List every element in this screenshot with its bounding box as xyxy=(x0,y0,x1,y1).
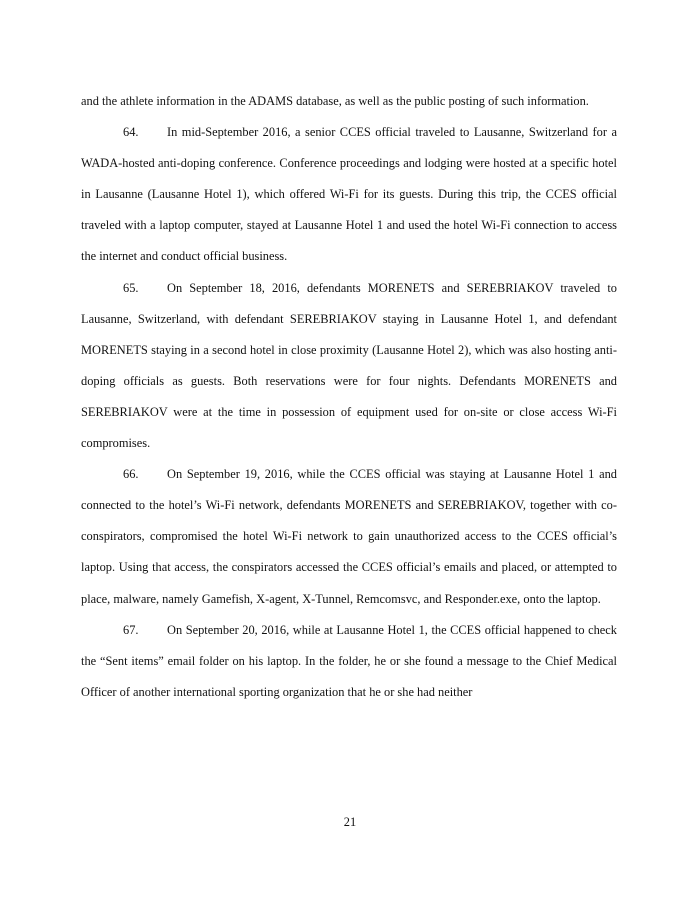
paragraph-continuation xyxy=(81,86,617,117)
paragraph-text: and the athlete information in the ADAMS database, as well as the public posting of such information. xyxy=(81,94,589,108)
paragraph-text: In mid-September 2016, a senior CCES official traveled to Lausanne, Switzerland for a WADA-hosted anti-doping conference. Conference proceedings and lodging were hosted at a specific hotel in Lausanne (Lausanne Hotel 1), which offered Wi-Fi for its guests. During this trip, the CCES official traveled with a laptop computer, stayed at Lausanne Hotel 1 and used the hotel Wi-Fi connection to access the internet and conduct official business. xyxy=(81,125,617,264)
paragraph-text: On September 18, 2016, defendants MORENETS and SEREBRIAKOV traveled to Lausanne, Switzerland, with defendant SEREBRIAKOV staying in Lausanne Hotel 1, and defendant MORENETS staying in a second hotel in close proximity (Lausanne Hotel 2), which was also hosting anti-doping officials as guests. Both reservations were for four nights. Defendants MORENETS and SEREBRIAKOV were at the time in possession of equipment used for on-site or close access Wi-Fi compromises. xyxy=(81,280,617,451)
page-number: 21 xyxy=(343,815,357,829)
paragraph-text: On September 19, 2016, while the CCES official was staying at Lausanne Hotel 1 and connected to the hotel’s Wi-Fi network, defendants MORENETS and SEREBRIAKOV, together with co-conspirators, compromised the hotel Wi-Fi network to gain unauthorized access to the CCES official’s laptop. Using that access, the conspirators accessed the CCES official’s emails and placed, or attempted to place, malware, namely Gamefish, X-agent, X-Tunnel, Remcomsvc, and Responder.exe, onto the laptop. xyxy=(81,467,617,606)
paragraph-number: 65. xyxy=(123,280,139,295)
paragraph-number: 66. xyxy=(123,467,139,482)
paragraph-67 xyxy=(81,615,617,708)
paragraph-64 xyxy=(81,117,617,272)
paragraph-number: 67. xyxy=(123,622,139,637)
document-body xyxy=(81,86,617,708)
paragraph-66 xyxy=(81,459,617,614)
paragraph-number: 64. xyxy=(123,125,139,140)
paragraph-text: On September 20, 2016, while at Lausanne Hotel 1, the CCES official happened to check the “Sent items” email folder on his laptop. In the folder, he or she found a message to the Chief Medical Officer of another international sporting organization that he or she had neither xyxy=(81,622,617,699)
paragraph-65 xyxy=(81,273,617,460)
